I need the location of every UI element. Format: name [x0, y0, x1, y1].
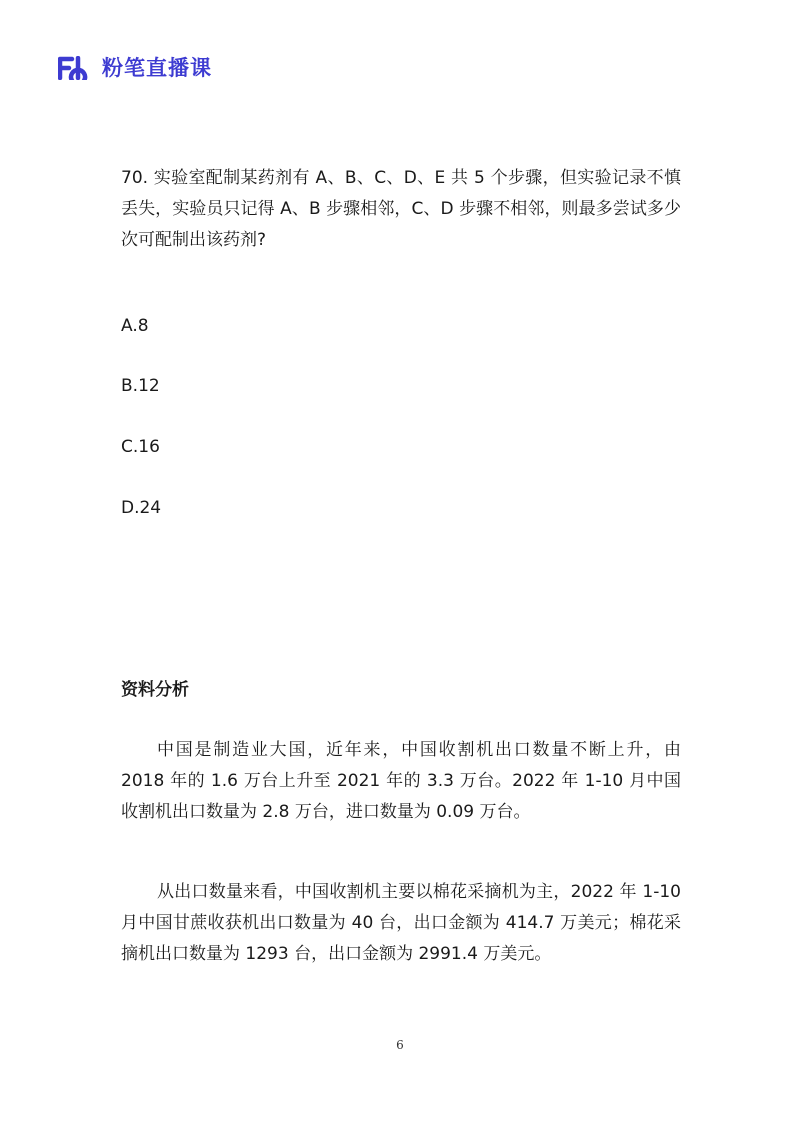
option-a: A.8	[121, 316, 149, 336]
paragraph-1: 中国是制造业大国，近年来，中国收割机出口数量不断上升，由 2018 年的 1.6 万台上升至 2021 年的 3.3 万台。2022 年 1-10 月中国收割机出口数量为 2.8 万台，进口数量为 0.09 万台。	[121, 740, 681, 822]
fb-logo-icon	[58, 56, 96, 80]
header	[58, 54, 212, 82]
page-number: 6	[396, 1038, 404, 1052]
option-c: C.16	[121, 437, 160, 457]
brand-name: 粉笔直播课	[102, 56, 212, 80]
option-b: B.12	[121, 376, 160, 396]
question-block	[121, 163, 681, 256]
section-title: 资料分析	[121, 680, 189, 700]
option-d: D.24	[121, 498, 162, 518]
question-text: 70. 实验室配制某药剂有 A、B、C、D、E 共 5 个步骤，但实验记录不慎丢失，实验员只记得 A、B 步骤相邻，C、D 步骤不相邻，则最多尝试多少次可配制出该药剂?	[121, 168, 681, 250]
paragraph-2: 从出口数量来看，中国收割机主要以棉花采摘机为主，2022 年 1-10 月中国甘蔗收获机出口数量为 40 台，出口金额为 414.7 万美元；棉花采摘机出口数量为 1293 台，出口金额为 2991.4 万美元。	[121, 882, 681, 964]
